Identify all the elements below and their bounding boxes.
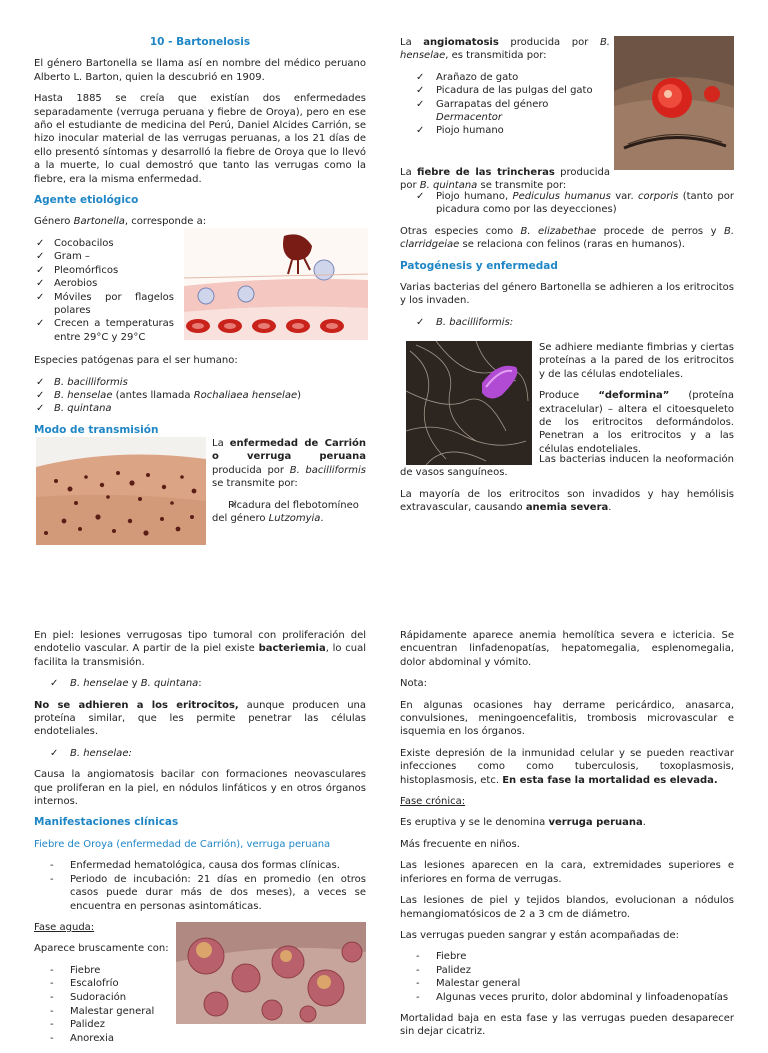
angiomatosis-bacilar-paragraph: Causa la angiomatosis bacilar con formaciones neovasculares que proliferan en la piel, en nódulos linfáticos y en otros órganos internos. — [34, 769, 366, 808]
lesiones-paragraph: Las lesiones aparecen en la cara, extremidades superiores e inferiores en forma de verrugas. — [400, 860, 734, 885]
carrion-block — [212, 437, 366, 533]
otras-especies-paragraph: Otras especies como B. elizabethae procede de perros y B. clarridgeiae se relaciona con felinos (raras en humanos). — [400, 225, 734, 251]
list-item: - Periodo de incubación: 21 días en promedio (en otros casos puede durar más de dos meses), a veces se encuentra en personas asintomáticas. — [34, 873, 366, 913]
anemia-paragraph: Rápidamente aparece anemia hemolítica severa e ictericia. Se encuentran linfadenopatías, hepatomegalia, esplenomegalia, dolor abdominal y vómito. — [400, 630, 734, 668]
verruga-peruana-photo — [176, 922, 366, 1024]
especies-list — [34, 376, 366, 416]
manifestaciones-heading: Manifestaciones clínicas — [34, 816, 179, 829]
eruptiva-paragraph: Es eruptiva y se le denomina verruga peruana. — [400, 817, 646, 829]
patogenesis-paragraph-5: La mayoría de los eritrocitos son invadidos y hay hemólisis extravascular, causando anemia severa. — [400, 488, 734, 514]
patogenesis-paragraph-1: Varias bacterias del género Bartonella se adhieren a los eritrocitos y los invaden. — [400, 282, 734, 307]
patogenesis-paragraph-3: Produce “deformina” (proteína extracelular) – altera el citoesqueleto de los eritrocitos deformándolos. Penetran a los eritrocitos y a las células endoteliales. — [539, 390, 734, 455]
henselae-item — [34, 747, 366, 760]
patogenesis-species — [400, 316, 734, 329]
nodulos-paragraph: Las lesiones de piel y tejidos blandos, evolucionan a nódulos hemangiomatósicos de 2 a 3 cm de diámetro. — [400, 895, 734, 920]
list-item: ✓ B. quintana — [34, 402, 366, 415]
patogenesis-side-block — [539, 341, 734, 464]
manifestaciones-list — [34, 859, 366, 913]
nota-label: Nota: — [400, 678, 428, 690]
trincheras-paragraph: La fiebre de las trincheras producida por B. quintana se transmite por: — [400, 166, 610, 192]
vector-list — [212, 499, 366, 526]
carrion-paragraph: La enfermedad de Carrión o verruga peruana producida por B. bacilliformis se transmite por: — [212, 438, 366, 490]
especies-intro: Especies patógenas para el ser humano: — [34, 355, 238, 367]
patogenesis-heading: Patogénesis y enfermedad — [400, 259, 558, 272]
list-item: ✓ Arañazo de gato — [400, 71, 610, 84]
right-top-column — [400, 190, 734, 337]
list-item: ✓ B. bacilliformis — [34, 376, 366, 389]
list-item: - Sudoración — [34, 991, 366, 1005]
list-item: - Enfermedad hematológica, causa dos formas clínicas. — [34, 859, 366, 872]
agente-list — [34, 237, 174, 344]
list-item: ✓ Crecen a temperaturas entre 29°C y 29°C — [34, 317, 174, 344]
transmission-diagram-image — [184, 228, 368, 340]
right-bottom-column — [400, 629, 734, 1047]
list-item: ✓ B. bacilliformis: — [400, 316, 734, 329]
trincheras-list — [400, 190, 734, 217]
fiebre-oroya-subheading: Fiebre de Oroya (enfermedad de Carrión), verruga peruana — [34, 838, 331, 850]
intro-paragraph-2: Hasta 1885 se creía que existían dos enfermedades separadamente (verruga peruana y fiebre de Oroya), pero en ese año el estudiante de medicina del Perú, Daniel Alcides Carrión, se hizo inocular material de las verrugas peruanas, a los 21 días de ello presentó síntomas y desarrolló la fiebre de Oroya que lo llevó a la muerte, lo cual demostró que tanto las verrugas como la fiebre, era la misma enfermedad. — [34, 93, 366, 185]
agente-heading: Agente etiológico — [34, 194, 139, 207]
genero-line: Género Bartonella, corresponde a: — [34, 216, 207, 228]
patogenesis-paragraph-4: Las bacterias inducen la neoformación de vasos sanguíneos. — [400, 454, 734, 479]
henselae-quintana-item — [34, 677, 366, 690]
list-item: ✓ Piojo humano — [400, 124, 610, 137]
derrame-paragraph: En algunas ocasiones hay derrame pericárdico, anasarca, convulsiones, meningoencefalitis, trombosis microvascular e isquemia en los órganos. — [400, 699, 734, 738]
list-item: ✓ B. henselae: — [34, 747, 366, 760]
piel-paragraph: En piel: lesiones verrugosas tipo tumoral con proliferación del endotelio vascular. A partir de la piel existe bacteriemia, lo cual facilita la transmisión. — [34, 630, 366, 668]
arm-lesions-photo — [36, 437, 206, 545]
intro-paragraph-1: El género Bartonella se llama así en nombre del médico peruano Alberto L. Barton, quien la descubrió en 1909. — [34, 58, 366, 83]
verrugas-list — [400, 950, 734, 1004]
list-item: ✓ B. henselae (antes llamada Rochaliaea henselae) — [34, 389, 366, 402]
modo-heading: Modo de transmisión — [34, 423, 159, 436]
no-adhieren-paragraph: No se adhieren a los eritrocitos, aunque producen una proteína similar, que les permite penetrar las células endoteliales. — [34, 699, 366, 738]
list-item: - Fiebre — [400, 950, 734, 963]
list-item: - Palidez — [400, 964, 734, 977]
inmunidad-paragraph: Existe depresión de la inmunidad celular y se pueden reactivar infecciones como como tuberculosis, toxoplasmosis, histoplasmosis, etc. En esta fase la mortalidad es elevada. — [400, 747, 734, 786]
aparece-line: Aparece bruscamente con: — [34, 943, 169, 955]
eye-lesion-photo — [614, 36, 734, 170]
list-item: ✓ Garrapatas del género Dermacentor — [400, 98, 610, 125]
list-item: - Algunas veces prurito, dolor abdominal y linfoadenopatías — [400, 991, 734, 1004]
angiomatosis-list — [400, 71, 610, 138]
list-item: ✓ B. henselae y B. quintana: — [34, 677, 366, 690]
list-item: ✓ Picadura del flebotomíneo del género Lutzomyia. — [212, 499, 366, 526]
page-title: 10 - Bartonelosis — [149, 36, 251, 48]
list-item: ✓ Picadura de las pulgas del gato — [400, 84, 610, 97]
list-item: ✓ Pleomórficos — [34, 264, 174, 277]
list-item: - Anorexia — [34, 1032, 366, 1046]
angiomatosis-block — [400, 36, 610, 201]
fase-aguda-label: Fase aguda: — [34, 921, 95, 933]
list-item: - Malestar general — [400, 977, 734, 990]
list-item: - Fiebre — [34, 964, 366, 978]
list-item: ✓ Gram – — [34, 250, 174, 263]
ninos-paragraph: Más frecuente en niños. — [400, 838, 520, 850]
list-item: ✓ Aerobios — [34, 277, 174, 290]
list-item: - Palidez — [34, 1018, 366, 1032]
list-item: - Malestar general — [34, 1005, 366, 1019]
fase-cronica-label: Fase crónica: — [400, 796, 466, 808]
list-item: ✓ Cocobacilos — [34, 237, 174, 250]
sangrar-paragraph: Las verrugas pueden sangrar y están acompañadas de: — [400, 929, 679, 941]
bacteria-micrograph-image — [406, 341, 532, 465]
angiomatosis-paragraph: La angiomatosis producida por B. henselae, es transmitida por: — [400, 37, 610, 62]
list-item: ✓ Móviles por flagelos polares — [34, 291, 174, 318]
list-item: - Escalofrío — [34, 977, 366, 991]
patogenesis-paragraph-2: Se adhiere mediante fimbrias y ciertas proteínas a la pared de los eritrocitos y de las células endoteliales. — [539, 342, 734, 380]
patogenesis-bottom-block — [400, 453, 734, 523]
mortalidad-paragraph: Mortalidad baja en esta fase y las verrugas pueden desaparecer sin dejar cicatriz. — [400, 1012, 734, 1038]
list-item: ✓ Piojo humano, Pediculus humanus var. corporis (tanto por picadura como por las deyecciones) — [400, 190, 734, 217]
